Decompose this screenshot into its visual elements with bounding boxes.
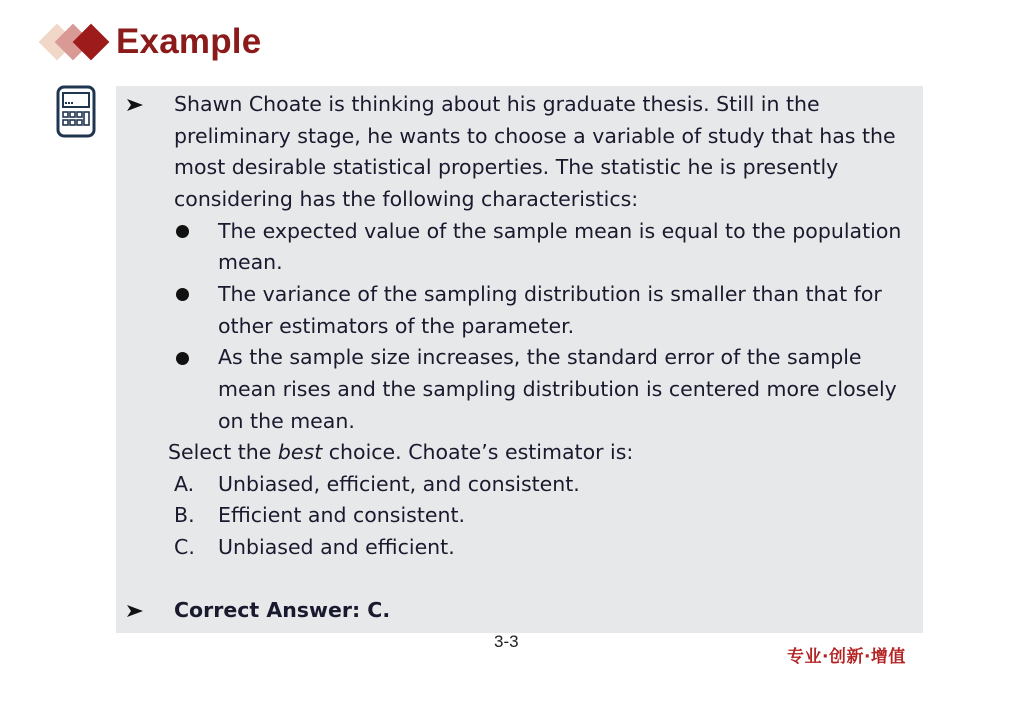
slide-title: Example <box>116 22 262 61</box>
question-stem-line: Shawn Choate is thinking about his graduate thesis. Still in the <box>174 92 820 116</box>
characteristic-line: The expected value of the sample mean is equal to the population <box>218 219 902 243</box>
footer-slogan: 专业·创新·增值 <box>787 647 906 667</box>
characteristic-line: on the mean. <box>218 409 355 433</box>
prompt-text: choice. Choate’s estimator is: <box>322 440 634 464</box>
characteristic-line: other estimators of the parameter. <box>218 314 575 338</box>
diamond-logo-icon <box>40 18 112 66</box>
option-text: Unbiased, efficient, and consistent. <box>218 472 580 496</box>
option-letter: A. <box>174 472 195 496</box>
correct-answer: Correct Answer: C. <box>174 598 391 622</box>
option-letter: C. <box>174 535 195 559</box>
characteristic-line: mean. <box>218 250 283 274</box>
question-stem-line: considering has the following characteristics: <box>174 187 639 211</box>
calculator-icon <box>56 85 96 138</box>
bullet-dot-icon <box>176 225 189 238</box>
prompt-text: Select the <box>168 440 278 464</box>
bullet-dot-icon <box>176 352 189 365</box>
question-panel <box>116 86 923 633</box>
option-letter: B. <box>174 503 195 527</box>
bullet-dot-icon <box>176 288 189 301</box>
prompt-emphasis: best <box>277 440 323 464</box>
option-text: Unbiased and efficient. <box>218 535 455 559</box>
option-text: Efficient and consistent. <box>218 503 466 527</box>
question-prompt <box>168 437 633 469</box>
characteristic-line: As the sample size increases, the standard error of the sample <box>218 345 862 369</box>
question-stem-line: most desirable statistical properties. The statistic he is presently <box>174 155 839 179</box>
arrow-bullet-icon <box>126 604 144 618</box>
characteristic-line: The variance of the sampling distribution is smaller than that for <box>218 282 882 306</box>
slide-header <box>40 18 261 66</box>
question-stem-line: preliminary stage, he wants to choose a variable of study that has the <box>174 124 896 148</box>
page-number: 3-3 <box>494 632 519 651</box>
arrow-bullet-icon <box>126 98 144 112</box>
characteristic-line: mean rises and the sampling distribution is centered more closely <box>218 377 897 401</box>
